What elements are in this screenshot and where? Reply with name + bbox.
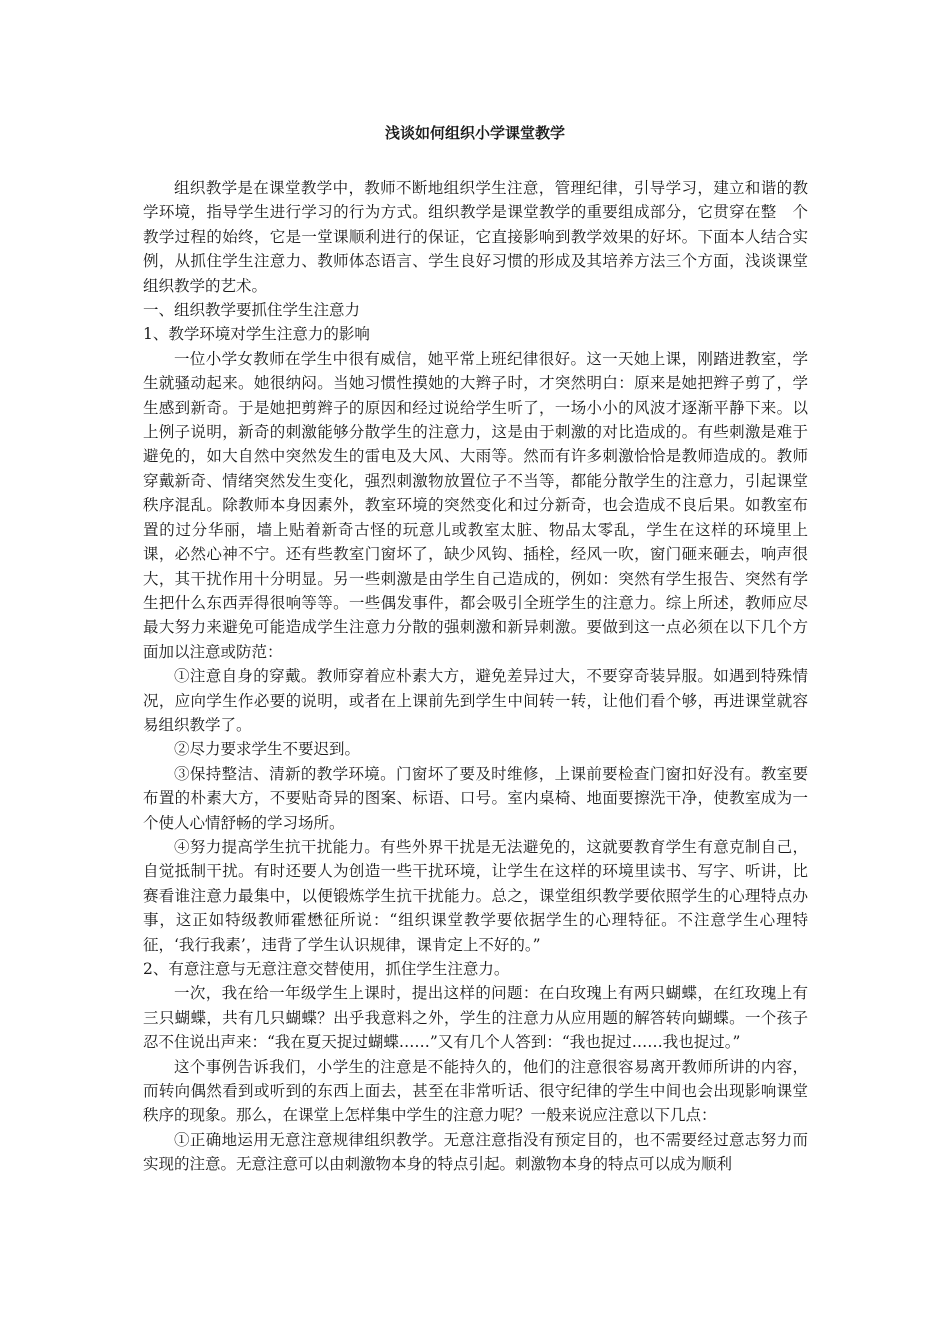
paragraph: 一位小学女教师在学生中很有威信，她平常上班纪律很好。这一天她上课，刚踏进教室，学生就骚动起来。她很纳闷。当她习惯性摸她的大辫子时，才突然明白：原来是她把辫子剪了，学生感到新奇。于是她把剪辫子的原因和经过说给学生听了，一场小小的风波才逐渐平静下来。以上例子说明，新奇的刺激能够分散学生的注意力，这是由于刺激的对比造成的。有些刺激是难于避免的，如大自然中突然发生的雷电及大风、大雨等。然而有许多刺激恰恰是教师造成的。教师穿戴新奇、情绪突然发生变化，强烈刺激物放置位子不当等，都能分散学生的注意力，引起课堂秩序混乱。除教师本身因素外，教室环境的突然变化和过分新奇，也会造成不良后果。如教室布置的过分华丽，墙上贴着新奇古怪的玩意儿或教室太脏、物品太零乱，学生在这样的环境里上课，必然心神不宁。还有些教室门窗坏了，缺少风钩、插栓，经风一吹，窗门砸来砸去，响声很大，其干扰作用十分明显。另一些刺激是由学生自己造成的，例如：突然有学生报告、突然有学生把什么东西弄得很响等等。一些偶发事件，都会吸引全班学生的注意力。综上所述，教师应尽最大努力来避免可能造成学生注意力分散的强刺激和新异刺激。要做到这一点必须在以下几个方面加以注意或防范：: [143, 349, 808, 661]
section-heading: 一、组织教学要抓住学生注意力: [143, 301, 361, 320]
section-heading: 1、教学环境对学生注意力的影响: [143, 325, 370, 344]
document-title: 浅谈如何组织小学课堂教学: [384, 124, 565, 142]
paragraph: ①注意自身的穿戴。教师穿着应朴素大方，避免差异过大，不要穿奇装异服。如遇到特殊情况，应向学生作必要的说明，或者在上课前先到学生中间转一转，让他们看个够，再进课堂就容易组织教学了。: [143, 667, 808, 734]
paragraph: 组织教学是在课堂教学中，教师不断地组织学生注意，管理纪律，引导学习，建立和谐的教学环境，指导学生进行学习的行为方式。组织教学是课堂教学的重要组成部分，它贯穿在整 个教学过程的始终，它是一堂课顺利进行的保证，它直接影响到教学效果的好坏。下面本人结合实例，从抓住学生注意力、教师体态语言、学生良好习惯的形成及其培养方法三个方面，浅谈课堂组织教学的艺术。: [143, 179, 808, 295]
paragraph: ③保持整洁、清新的教学环境。门窗坏了要及时维修，上课前要检查门窗扣好没有。教室要布置的朴素大方，不要贴奇异的图案、标语、口号。室内桌椅、地面要擦洗干净，使教室成为一个使人心情舒畅的学习场所。: [143, 764, 808, 832]
paragraph: ④努力提高学生抗干扰能力。有些外界干扰是无法避免的，这就要教育学生有意克制自己，自觉抵制干扰。有时还要人为创造一些干扰环境，让学生在这样的环境里读书、写字、听讲，比赛看谁注意力最集中，以便锻炼学生抗干扰能力。总之，课堂组织教学要依照学生的心理特点办事，这正如特级教师霍懋征所说：“组织课堂教学要依据学生的心理特征。不注意学生心理特征，‘我行我素’，违背了学生认识规律，课肯定上不好的。”: [143, 837, 808, 954]
section-heading: 2、有意注意与无意注意交替使用，抓住学生注意力。: [143, 960, 510, 978]
paragraph: 这个事例告诉我们，小学生的注意是不能持久的，他们的注意很容易离开教师所讲的内容，而转向偶然看到或听到的东西上面去，甚至在非常听话、很守纪律的学生中间也会出现影响课堂秩序的现象。那么，在课堂上怎样集中学生的注意力呢？一般来说应注意以下几点：: [143, 1057, 808, 1125]
document-body: [143, 176, 808, 1177]
paragraph: 一次，我在给一年级学生上课时，提出这样的问题：在白玫瑰上有两只蝴蝶，在红玫瑰上有三只蝴蝶，共有几只蝴蝶？出乎我意料之外，学生的注意力从应用题的解答转向蝴蝶。一个孩子忍不住说出声来：“我在夏天捉过蝴蝶……”又有几个人答到：“我也捉过……我也捉过。”: [143, 984, 808, 1052]
paragraph: ①正确地运用无意注意规律组织教学。无意注意指没有预定目的，也不需要经过意志努力而实现的注意。无意注意可以由刺激物本身的特点引起。刺激物本身的特点可以成为顺利: [143, 1130, 808, 1174]
paragraph: ②尽力要求学生不要迟到。: [174, 740, 361, 759]
